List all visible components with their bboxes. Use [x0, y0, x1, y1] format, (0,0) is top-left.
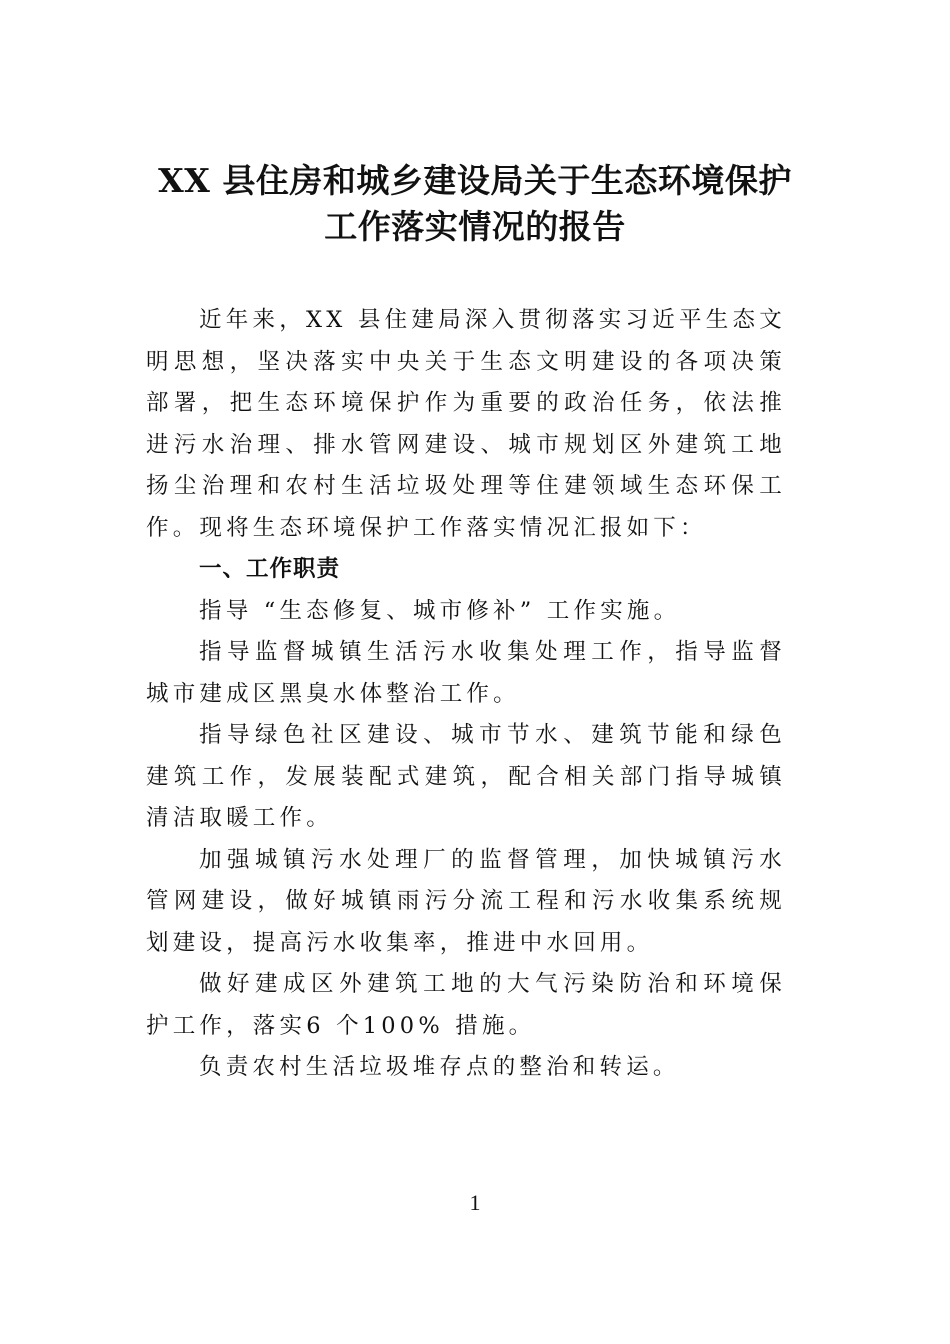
body-paragraph: 做好建成区外建筑工地的大气污染防治和环境保护工作，落实6 个100% 措施。	[146, 971, 786, 1039]
page-number: 1	[469, 1190, 481, 1215]
body-paragraph: 指导监督城镇生活污水收集处理工作，指导监督城市建成区黑臭水体整治工作。	[146, 639, 786, 707]
document-title	[120, 158, 830, 250]
document-body	[146, 300, 786, 1089]
title-line-1: XX 县住房和城乡建设局关于生态环境保护	[158, 161, 792, 200]
section-heading: 一、工作职责	[199, 556, 341, 582]
body-paragraph: 指导绿色社区建设、城市节水、建筑节能和绿色建筑工作，发展装配式建筑，配合相关部门指导城镇清洁取暖工作。	[146, 722, 786, 831]
intro-paragraph: 近年来，XX 县住建局深入贯彻落实习近平生态文明思想，坚决落实中央关于生态文明建设的各项决策部署，把生态环境保护作为重要的政治任务，依法推进污水治理、排水管网建设、城市规划区外建筑工地扬尘治理和农村生活垃圾处理等住建领域生态环保工作。现将生态环境保护工作落实情况汇报如下：	[146, 307, 786, 541]
body-paragraph: 指导 “生态修复、城市修补” 工作实施。	[199, 597, 681, 624]
title-line-2: 工作落实情况的报告	[324, 207, 626, 246]
body-paragraph: 加强城镇污水处理厂的监督管理，加快城镇污水管网建设，做好城镇雨污分流工程和污水收集系统规划建设，提高污水收集率，推进中水回用。	[146, 846, 786, 956]
body-paragraph: 负责农村生活垃圾堆存点的整治和转运。	[199, 1054, 680, 1080]
